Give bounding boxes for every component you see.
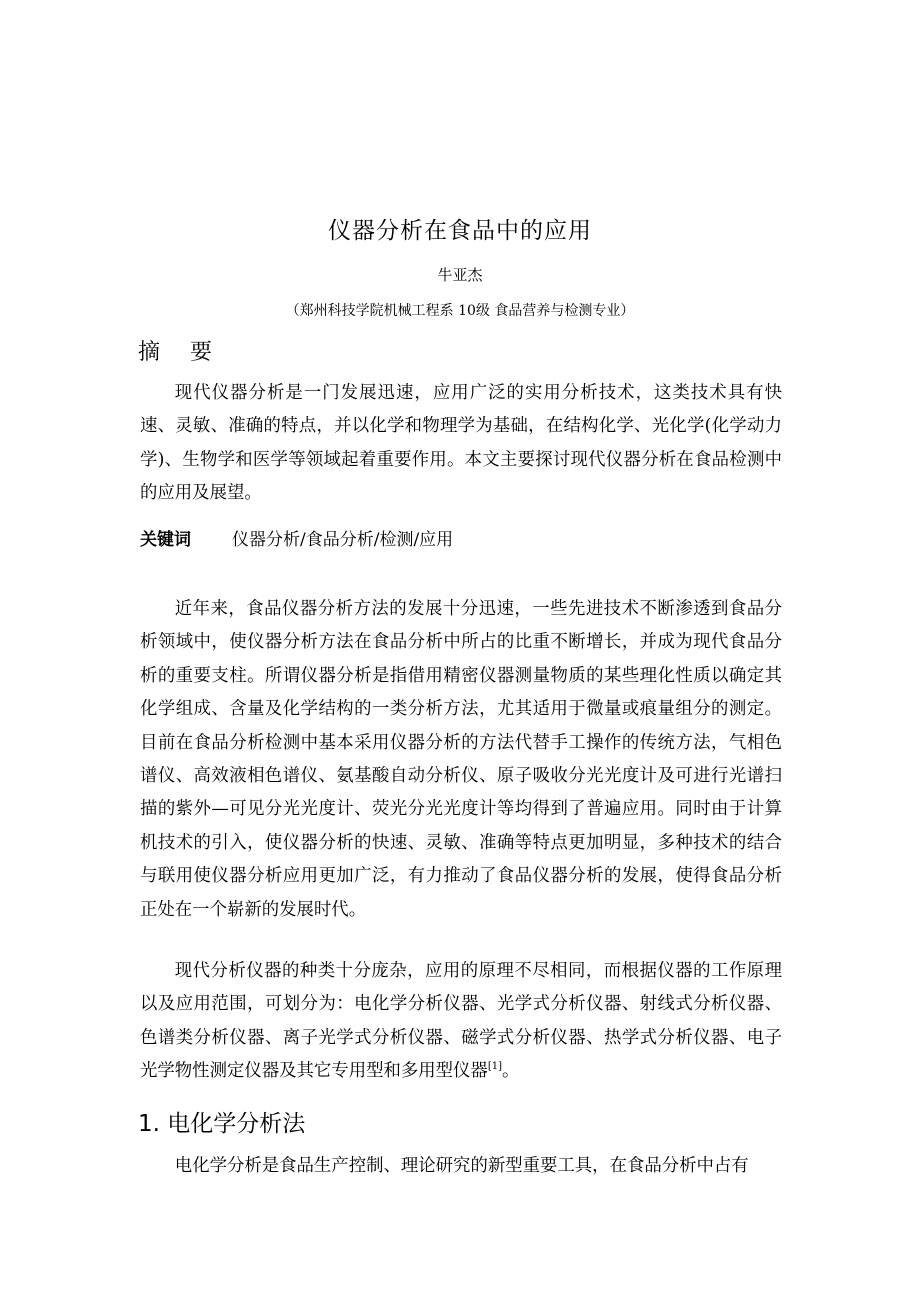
- author-affiliation: （郑州科技学院机械工程系 10级 食品营养与检测专业）: [285, 303, 635, 319]
- section-1-paragraph-1: 电化学分析是食品生产控制、理论研究的新型重要工具，在食品分析中占有: [174, 1156, 749, 1176]
- keywords-line: [140, 523, 453, 557]
- author-name: 牛亚杰: [437, 266, 483, 284]
- paper-title: 仪器分析在食品中的应用: [328, 218, 592, 244]
- keywords-label: 关键词: [140, 530, 191, 550]
- intro-paragraph-1: 近年来，食品仪器分析方法的发展十分迅速，一些先进技术不断渗透到食品分析领域中，使仪器分析方法在食品分析中所占的比重不断增长，并成为现代食品分析的重要支柱。所谓仪器分析是指借用精密仪器测量物质的某些理化性质以确定其化学组成、含量及化学结构的一类分析方法，尤其适用于微量或痕量组分的测定。目前在食品分析检测中基本采用仪器分析的方法代替手工操作的传统方法，气相色谱仪、高效液相色谱仪、氨基酸自动分析仪、原子吸收分光光度计及可进行光谱扫描的紫外—可见分光光度计、荧光分光光度计等均得到了普遍应用。同时由于计算机技术的引入，使仪器分析的快速、灵敏、准确等特点更加明显，多种技术的结合与联用使仪器分析应用更加广泛，有力推动了食品仪器分析的发展，使得食品分析正处在一个崭新的发展时代。: [140, 599, 782, 920]
- abstract-heading: 摘要: [138, 340, 243, 365]
- intro-paragraph-2-end: 。: [502, 1061, 520, 1082]
- keywords-value: 仪器分析/食品分析/检测/应用: [232, 530, 454, 550]
- intro-paragraph-2-text: 现代分析仪器的种类十分庞杂，应用的原理不尽相同，而根据仪器的工作原理以及应用范围，可划分为：电化学分析仪器、光学式分析仪器、射线式分析仪器、色谱类分析仪器、离子光学式分析仪器、磁学式分析仪器、热学式分析仪器、电子光学物性测定仪器及其它专用型和多用型仪器: [140, 961, 782, 1082]
- intro-paragraph-2: [140, 955, 782, 1089]
- section-heading-1: 1. 电化学分析法: [138, 1111, 306, 1137]
- citation-reference: [1]: [487, 1061, 502, 1073]
- abstract-body: 现代仪器分析是一门发展迅速，应用广泛的实用分析技术，这类技术具有快速、灵敏、准确的特点，并以化学和物理学为基础，在结构化学、光化学(化学动力学)、生物学和医学等领域起着重要作用。本文主要探讨现代仪器分析在食品检测中的应用及展望。: [140, 383, 782, 504]
